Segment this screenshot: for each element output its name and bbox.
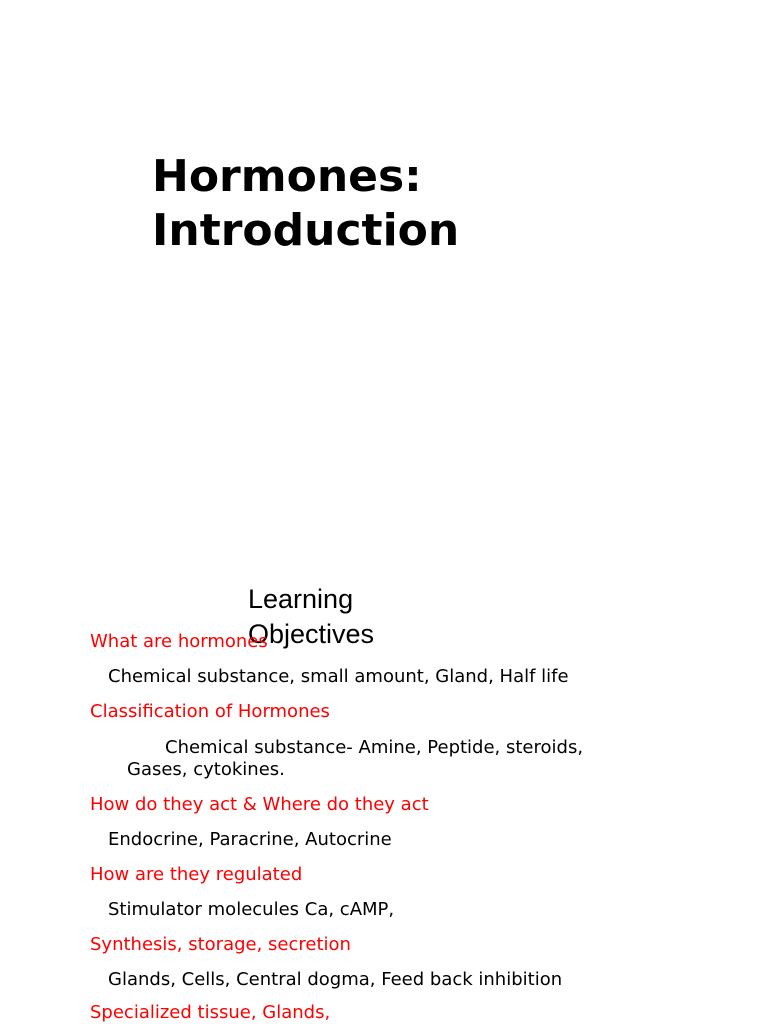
objective-specialized: Specialized tissue, Glands, — [90, 1002, 331, 1023]
learning-objectives-heading-line-2: Objectives — [248, 619, 375, 649]
objective-what-are-hormones-detail: Chemical substance, small amount, Gland, Half life — [108, 666, 569, 687]
objective-synthesis: Synthesis, storage, secretion — [90, 934, 351, 955]
objective-what-are-hormones: What are hormones — [90, 631, 268, 652]
objective-how-act: How do they act & Where do they act — [90, 794, 429, 815]
objective-regulated-detail: Stimulator molecules Ca, cAMP, — [108, 899, 395, 920]
slide-title-line-1: Hormones: — [152, 151, 422, 202]
slide-title — [152, 150, 459, 258]
slide-title-line-2: Introduction — [152, 205, 460, 256]
objective-how-act-detail: Endocrine, Paracrine, Autocrine — [108, 829, 392, 850]
objective-classification-detail-1: Chemical substance- Amine, Peptide, steroids, — [165, 737, 584, 758]
learning-objectives-heading-line-1: Learning — [248, 584, 354, 614]
objective-regulated: How are they regulated — [90, 864, 303, 885]
objective-classification: Classification of Hormones — [90, 701, 330, 722]
objective-classification-detail-2: Gases, cytokines. — [127, 759, 285, 780]
objective-synthesis-detail: Glands, Cells, Central dogma, Feed back inhibition — [108, 969, 563, 990]
